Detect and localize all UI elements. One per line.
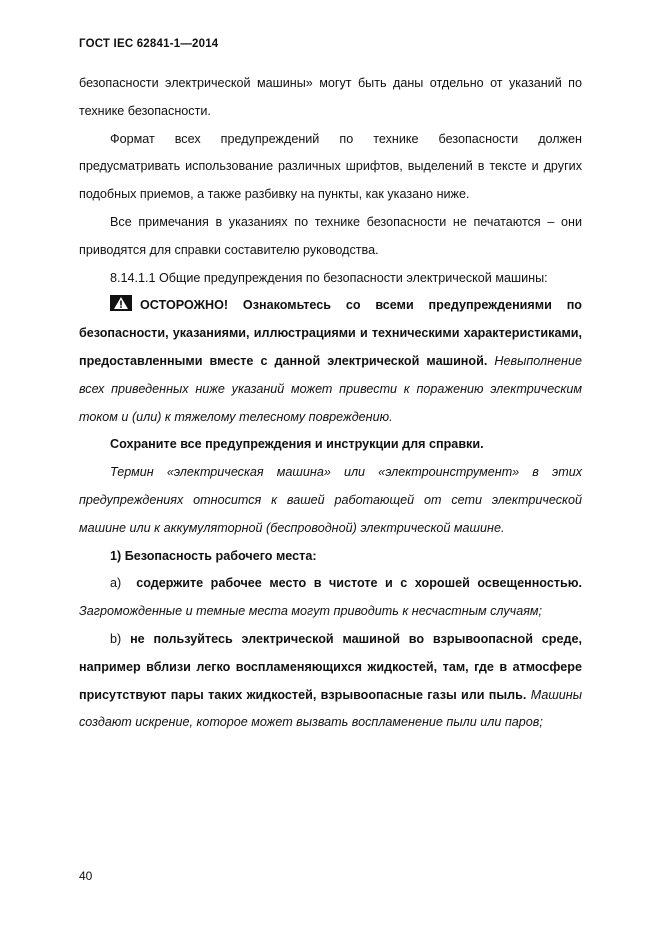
term-note-text: Термин «электрическая машина» или «электроинструмент» в этих предупреждениях относится к вашей работающей от сети электрической машине или к аккумуляторной (беспроводной) электрической машине.	[79, 465, 582, 535]
warning-triangle-icon	[110, 295, 132, 311]
clause-heading: 8.14.1.1 Общие предупреждения по безопасности электрической машины:	[110, 270, 548, 285]
warning-bold-text: ОСТОРОЖНО! Ознакомьтесь со всеми предупреждениями по безопасности, указаниями, иллюстрациями и техническими характеристиками, предоставленными вместе с данной электрической машиной.	[79, 298, 582, 368]
list-item-a	[79, 570, 582, 626]
paragraph-format: Формат всех предупреждений по технике безопасности должен предусматривать использование различных шрифтов, выделений в тексте и других подобных приемов, а также разбивку на пункты, как указано ниже.	[79, 131, 582, 202]
save-instructions-text: Сохраните все предупреждения и инструкции для справки.	[110, 437, 484, 452]
document-header: ГОСТ IEC 62841-1—2014	[79, 38, 219, 50]
section-title	[79, 543, 582, 571]
page-number: 40	[79, 869, 93, 883]
item-a-marker: a)	[110, 576, 122, 591]
item-b-italic-text: Машины создают искрение, которое может вызвать воспламенение пыли или паров;	[79, 687, 582, 730]
list-item-b	[79, 626, 582, 737]
paragraph-notes: Все примечания в указаниях по технике безопасности не печатаются – они приводятся для справки составителю руководства.	[79, 214, 582, 257]
item-b-bold-text: не пользуйтесь электрической машиной во взрывоопасной среде, например вблизи легко воспламеняющихся жидкостей, там, где в атмосфере присутствуют пары таких жидкостей, взрывоопасные газы или пыль.	[79, 631, 583, 702]
item-a-italic-text: Загроможденные и темные места могут приводить к несчастным случаям;	[79, 604, 543, 619]
item-a-bold-text: содержите рабочее место в чистоте и с хорошей освещенностью.	[136, 576, 582, 591]
item-b-marker: b)	[110, 631, 122, 646]
term-note	[79, 459, 582, 542]
paragraph-continuation: безопасности электрической машины» могут быть даны отдельно от указаний по технике безопасности.	[79, 76, 582, 118]
warning-paragraph	[79, 292, 582, 431]
document-body	[79, 70, 582, 737]
warning-italic-text: Невыполнение всех приведенных ниже указаний может привести к поражению электрическим током и (или) к тяжелому телесному повреждению.	[79, 353, 582, 424]
save-instructions	[79, 431, 582, 459]
section-title-text: 1) Безопасность рабочего места:	[110, 548, 317, 563]
